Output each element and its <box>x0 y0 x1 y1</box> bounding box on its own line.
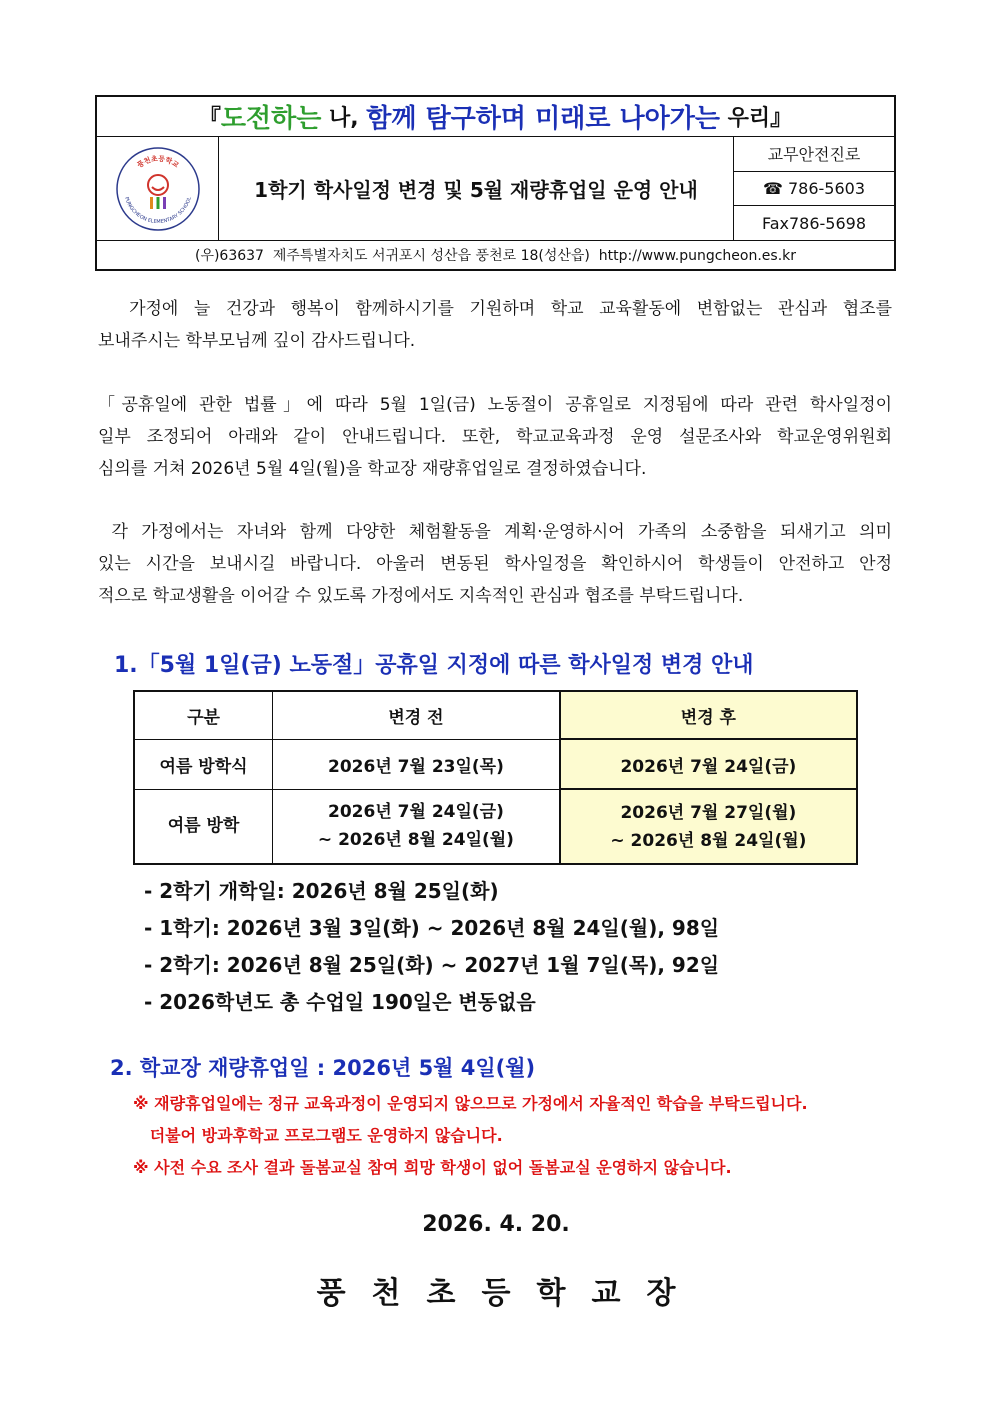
list-item: - 1학기: 2026년 3월 3일(화) ~ 2026년 8월 24일(월), 98일 <box>144 916 720 940</box>
schedule-bullets <box>144 873 719 1021</box>
section-2-heading: 2. 학교장 재량휴업일 : 2026년 5월 4일(월) <box>110 1056 536 1080</box>
slogan-part-2: 나, <box>321 106 367 131</box>
fax-number: Fax786-5698 <box>761 213 867 233</box>
after-value: 2026년 7월 24일(금) <box>560 739 857 789</box>
issue-date: 2026. 4. 20. <box>422 1212 570 1237</box>
before-value-line: ~ 2026년 8월 24일(월) <box>317 830 514 851</box>
notice-list <box>133 1088 808 1184</box>
before-value: 2026년 7월 23일(목) <box>273 739 560 789</box>
slogan-part-1: 도전하는 <box>220 104 322 134</box>
after-value-line: ~ 2026년 8월 24일(월) <box>610 830 807 851</box>
school-logo-icon <box>114 145 202 233</box>
table-row <box>134 739 857 789</box>
table-header: 변경 후 <box>560 691 857 739</box>
notice-item: ※ 사전 수요 조사 결과 돌봄교실 참여 희망 학생이 없어 돌봄교실 운영하지 않습니다. <box>133 1158 732 1177</box>
school-slogan <box>97 97 894 137</box>
principal-signature: 풍천초등학교장 <box>316 1276 702 1311</box>
letterhead <box>95 95 896 271</box>
department-name: 교무안전진로 <box>734 137 894 172</box>
slogan-part-3: 함께 탐구하며 미래로 나아가는 <box>366 104 720 134</box>
paragraph-line: 가정에 늘 건강과 행복이 함께하시기를 기원하며 학교 교육활동에 변함없는 관심과 협조를 <box>98 299 892 319</box>
logo-arc-text: 풍천초등학교 <box>135 154 180 170</box>
slogan-open-bracket: 『 <box>198 106 221 131</box>
logo-ring-text: PUNGCHEON ELEMENTARY SCHOOL <box>122 195 193 225</box>
table-header: 변경 전 <box>273 691 560 739</box>
phone-number: ☎ 786-5603 <box>734 172 894 207</box>
paragraph-line: 각 가정에서는 자녀와 함께 다양한 체험활동을 계획·운영하시어 가족의 소중함을 되새기고 의미 <box>98 522 892 542</box>
row-label: 여름 방학식 <box>134 739 273 789</box>
list-item: - 2학기: 2026년 8월 25일(화) ~ 2027년 1월 7일(목), 92일 <box>144 953 720 977</box>
section-1-heading: 1.「5월 1일(금) 노동절」공휴일 지정에 따른 학사일정 변경 안내 <box>114 653 754 678</box>
after-value <box>560 789 857 864</box>
school-address: (우)63637 제주특별자치도 서귀포시 성산읍 풍천로 18(성산읍) http://www.pungcheon.es.kr <box>194 248 797 264</box>
paragraph-line: 심의를 거쳐 2026년 5월 4일(월)을 학교장 재량휴업일로 결정하였습니다. <box>98 459 647 479</box>
table-row <box>134 789 857 864</box>
schedule-change-table <box>133 690 858 865</box>
family-request-paragraph <box>98 516 892 612</box>
before-value <box>273 789 560 864</box>
paragraph-line: 「공휴일에 관한 법률」에 따라 5월 1일(금) 노동절이 공휴일로 지정됨에 따라 관련 학사일정이 <box>98 395 892 415</box>
slogan-close-bracket: 』 <box>770 106 793 131</box>
before-value-line: 2026년 7월 24일(금) <box>328 802 504 823</box>
intro-paragraph <box>98 293 892 357</box>
svg-text:풍천초등학교 <box>135 153 180 169</box>
table-header: 구분 <box>134 691 273 739</box>
after-value-line: 2026년 7월 27일(월) <box>620 802 797 823</box>
contact-info <box>734 137 894 240</box>
list-item: - 2학기 개학일: 2026년 8월 25일(화) <box>144 879 499 903</box>
slogan-part-4: 우리 <box>719 106 771 131</box>
list-item: - 2026학년도 총 수업일 190일은 변동없음 <box>144 990 536 1014</box>
row-label: 여름 방학 <box>134 789 273 864</box>
paragraph-line: 적으로 학교생활을 이어갈 수 있도록 가정에서도 지속적인 관심과 협조를 부탁드립니다. <box>98 586 744 606</box>
school-logo-cell <box>97 137 219 240</box>
schedule-change-paragraph <box>98 389 892 485</box>
paragraph-line: 있는 시간을 보내시길 바랍니다. 아울러 변동된 학사일정을 확인하시어 학생들이 안전하고 안정 <box>98 554 892 574</box>
notice-item: ※ 재량휴업일에는 정규 교육과정이 운영되지 않으므로 가정에서 자율적인 학습을 부탁드립니다. <box>133 1094 808 1113</box>
document-title: 1학기 학사일정 변경 및 5월 재량휴업일 운영 안내 <box>219 137 734 240</box>
paragraph-line: 일부 조정되어 아래와 같이 안내드립니다. 또한, 학교교육과정 운영 설문조사와 학교운영위원회 <box>98 427 892 447</box>
paragraph-line: 보내주시는 학부모님께 깊이 감사드립니다. <box>98 331 416 351</box>
notice-item: 더불어 방과후학교 프로그램도 운영하지 않습니다. <box>133 1126 503 1145</box>
